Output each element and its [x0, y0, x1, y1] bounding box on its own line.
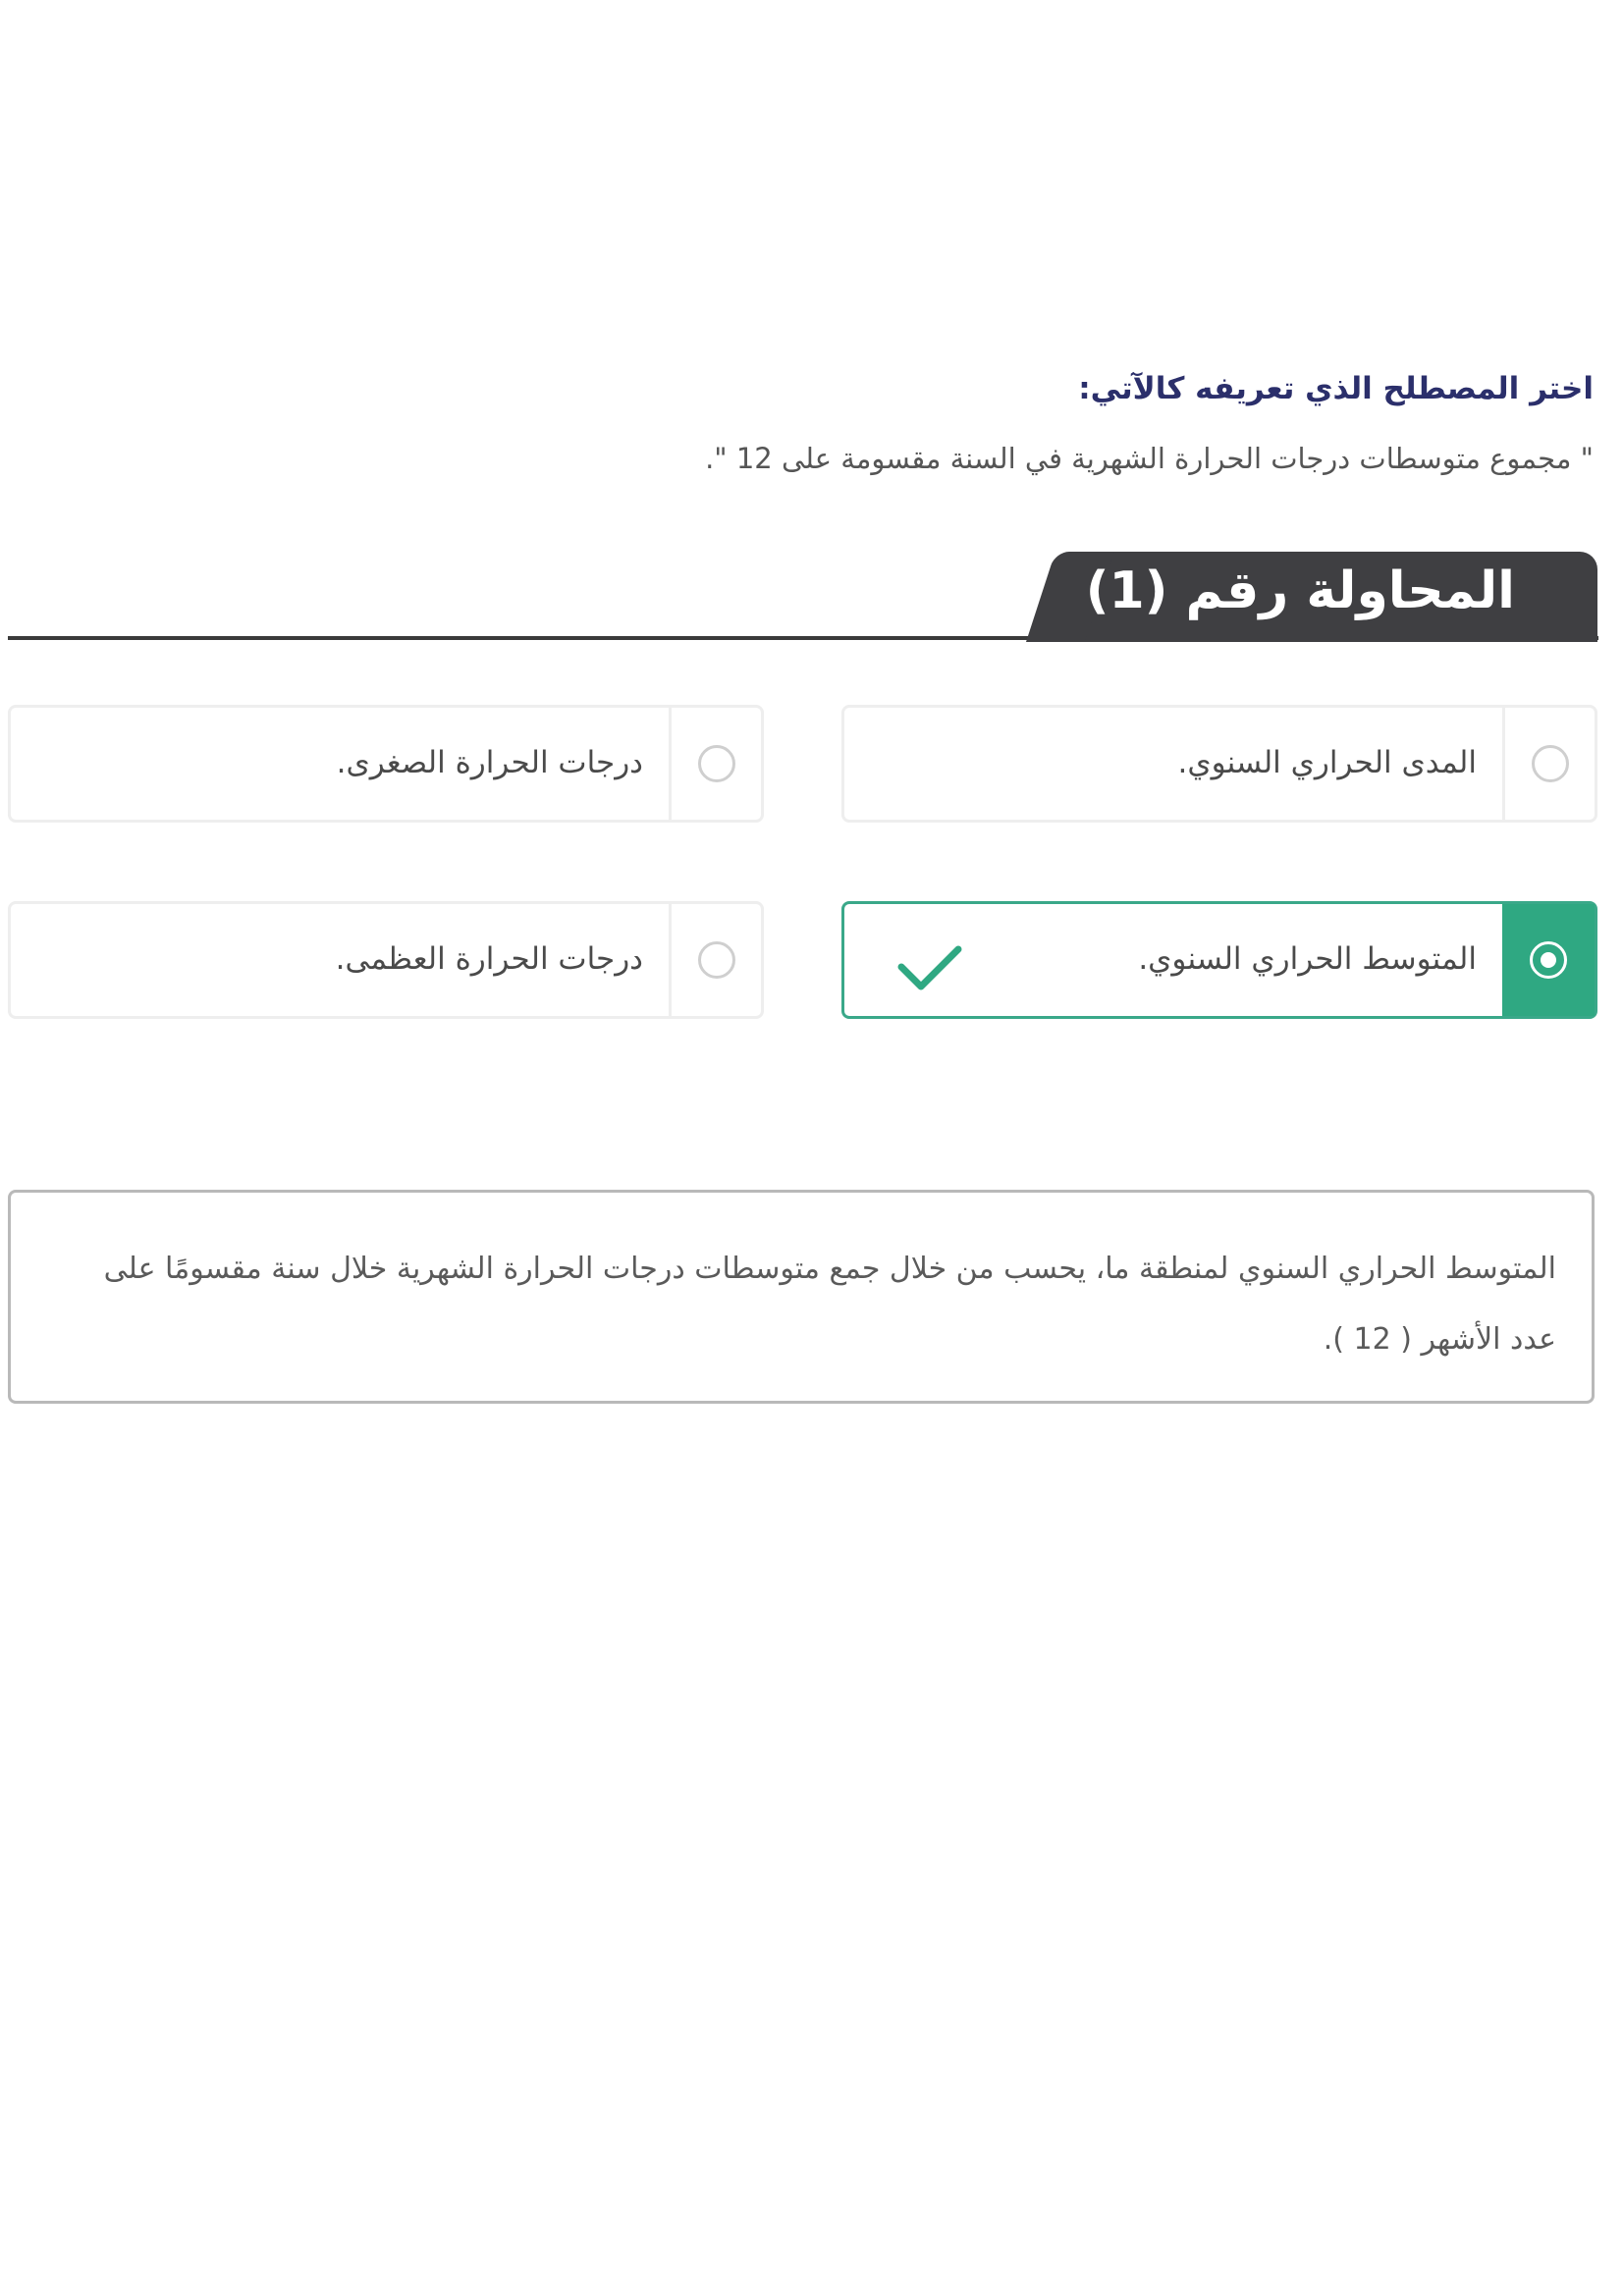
radio-empty-icon[interactable]	[698, 941, 735, 979]
answer-option-4[interactable]	[8, 901, 764, 1019]
answer-option-1[interactable]	[841, 705, 1597, 823]
radio-cell[interactable]	[1502, 904, 1595, 1016]
answer-option-label: المتوسط الحراري السنوي.	[1138, 941, 1477, 977]
question-title: اختر المصطلح الذي تعريفه كالآتي:	[1078, 371, 1594, 406]
attempt-label: المحاولة رقم (1)	[1085, 561, 1515, 620]
radio-cell[interactable]	[669, 904, 761, 1016]
answer-option-2[interactable]	[8, 705, 764, 823]
radio-empty-icon[interactable]	[698, 745, 735, 782]
answer-option-label: درجات الحرارة العظمى.	[335, 941, 643, 977]
answer-option-label: درجات الحرارة الصغرى.	[336, 745, 643, 780]
question-definition: " مجموع متوسطات درجات الحرارة الشهرية في السنة مقسومة على 12 ".	[705, 442, 1594, 475]
radio-selected-icon[interactable]	[1530, 941, 1567, 979]
attempt-tab	[1059, 552, 1597, 642]
answer-option-3-selected[interactable]	[841, 901, 1597, 1019]
explanation-box	[8, 1190, 1595, 1404]
radio-empty-icon[interactable]	[1532, 745, 1569, 782]
answer-option-label: المدى الحراري السنوي.	[1177, 745, 1477, 780]
radio-cell[interactable]	[669, 708, 761, 820]
check-icon	[895, 941, 964, 996]
radio-cell[interactable]	[1502, 708, 1595, 820]
explanation-text: المتوسط الحراري السنوي لمنطقة ما، يحسب من خلال جمع متوسطات درجات الحرارة الشهرية خلال سنة مقسومًا على عدد الأشهر ( 12 ).	[103, 1252, 1556, 1357]
